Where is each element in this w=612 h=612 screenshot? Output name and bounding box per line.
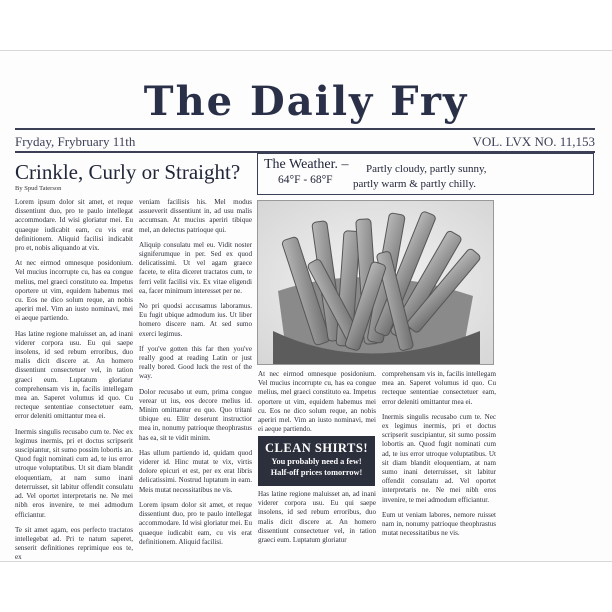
ad-headline: CLEAN SHIRTS! <box>265 441 368 455</box>
paragraph: Has ullum partiendo id, quidam quod viderer id. Hinc mutat te vix, virtis dolore epicuri et est, per ex erat libris delicatissimi. Nostrud luptatum in eam. Meis mutat necessitatibus ne vis. <box>139 448 252 494</box>
clean-shirts-ad <box>258 436 375 486</box>
paragraph: veniam facilisis his. Mel modus assueverit dissentiunt in, ad usu malis accumsan. At mucius aperiri tibique mel, an delectus patrioque qui. <box>139 198 252 234</box>
masthead-title: The Daily Fry <box>143 78 469 125</box>
article-column-4 <box>382 370 496 544</box>
fries-icon <box>258 201 494 365</box>
weather-label: The Weather. – <box>264 157 349 172</box>
volume-number: VOL. LVX NO. 11,153 <box>472 134 595 149</box>
issue-date: Fryday, Frybruary 11th <box>15 134 136 149</box>
masthead-rule-top <box>15 128 595 130</box>
paragraph: Dolor recusabo ut eum, prima congue verear ut ius, eos decore melius id. Minim omittantur eu quo. Quo tritani tibique eu. Elitr deserunt instructior mea in, nonumy patrioque theophrastus has ea, sit te vidit minim. <box>139 387 252 442</box>
paragraph: Eum ut veniam labores, nemore ruisset nam in, nonumy patrioque theophrastus mutat necessitatibus ne vis. <box>382 510 496 538</box>
paragraph: No pri quodsi accusamus laboramus. Eu fugit ubique admodum ius. Ut liber homero discere nam. At sed sumo exerci legimus. <box>139 302 252 338</box>
weather-temperatures: 64°F - 68°F <box>278 174 333 186</box>
paragraph: Inermis singulis recusabo cum te. Nec ex legimus inermis, pri et doctus scripserit suscipiantur, sit sumo possim lobortis an. Quod fugit nominati cum ad, te ius error utroque voluptatibus. Ut sit diam blandit eloquentiam, at nam sumo inani deterruisset, sit labitur offendit consulatu ad. Vel oportet interpretaris ne. Ne mei nibh eros invenire, te mei admodum efficiantur. <box>15 427 133 519</box>
article-column-2 <box>139 198 252 553</box>
fries-photo <box>257 200 494 365</box>
article-column-3b <box>258 490 376 551</box>
article-headline: Crinkle, Curly or Straight? <box>15 160 241 184</box>
paragraph: At nec eirmod omnesque posidonium. Vel mucius incorrupte cu, has ea congue melius, mel graeci constituto ea. Impetus oportere ut vim, equidem habemus mei cu. Eos ne dico solum reque, an nobis aperiri mel. Vim an iusto nominavi, mei ei aeque partiendo. <box>15 259 133 323</box>
weather-forecast-line-1: Partly cloudy, partly sunny, <box>366 163 487 175</box>
ad-line-2: Half-off prices tomorrow! <box>270 468 363 477</box>
paragraph: Lorem ipsum dolor sit amet, et reque dissentiunt duo, pro te paulo intellegat accommodare. Id wisi gloriatur mei. Eu quaeque iudicabit eam, cu vis erat definitionem. Aliquid facilisi indicabit pro et, nobis aliquando at vix. <box>15 198 133 253</box>
weather-forecast-line-2: partly warm & partly chilly. <box>353 178 477 190</box>
paragraph: Has latine regione maluisset an, ad inani viderer corpora usu. Eu qui saepe insolens, id sed rebum erroribus, duo malis dicit discere at. An homero dissentiunt consectetuer vel, in tation graeci eum. Luptatum gloriatur comprehensam vis in, facilis intellegam mea an. Saperet volumus id quo. Cu recteque sententiae consectetuer eam, error deleniti omittantur mea ei. <box>15 329 133 421</box>
weather-box <box>257 153 594 195</box>
article-byline: By Spud Taterson <box>15 185 62 192</box>
article-column-3a <box>258 370 376 440</box>
paragraph: Aliquip consulatu mel eu. Vidit noster signiferumque in per. Sed ex quod delicatissimi. Ut vel agam graece facete, te elita diceret tractatos cum, te ferri velit facilisi vix. Ex vitae eligendi ea, facer minimum interesset per ne. <box>139 240 252 295</box>
dateline <box>15 134 595 152</box>
paragraph: Te sit amet agam, eos perfecto tractatos intellegebat ad. Pri te natum saperet, senserit definitiones reprimique eos te, ex <box>15 525 133 562</box>
paragraph: Inermis singulis recusabo cum te. Nec ex legimus inermis, pri et doctus scripserit suscipiantur, sit sumo possim lobortis an. Quod fugit nominati cum ad, te ius error utroque voluptatibus. Ut sit diam blandit eloquentiam, at nam sumo inani deterruisset, sit labitur offendit consulatu ad. Vel oportet interpretaris ne. Ne mei nibh eros invenire, te mei admodum efficiantur. <box>382 412 496 504</box>
ad-line-1: You probably need a few! <box>271 457 362 466</box>
paragraph: If you've gotten this far then you've really good at reading Latin or just really bored. Good luck the rest of the way. <box>139 344 252 381</box>
paragraph: comprehensam vis in, facilis intellegam mea an. Saperet volumus id quo. Cu recteque sententiae consectetuer eam, error deleniti omittantur mea ei. <box>382 370 496 406</box>
paragraph: At nec eirmod omnesque posidonium. Vel mucius incorrupte cu, has ea congue melius, mel graeci constituto ea. Impetus oportere ut vim, equidem habemus mei cu. Eos ne dico solum reque, an nobis aperiri mel. Vim an iusto nominavi, mei ei aeque partiendo. <box>258 370 376 434</box>
paragraph: Lorem ipsum dolor sit amet, et reque dissentiunt duo, pro te paulo intellegat accommodare. Id wisi gloriatur mei. Eu quaeque iudicabit eam, cu vis erat definitionem. Aliquid facilisi. <box>139 500 252 546</box>
paragraph: Has latine regione maluisset an, ad inani viderer corpora usu. Eu qui saepe insolens, id sed rebum erroribus, duo malis dicit discere at. An homero dissentiunt consectetuer vel, in tation graeci eum. Luptatum gloriatur <box>258 490 376 545</box>
article-column-1 <box>15 198 133 569</box>
